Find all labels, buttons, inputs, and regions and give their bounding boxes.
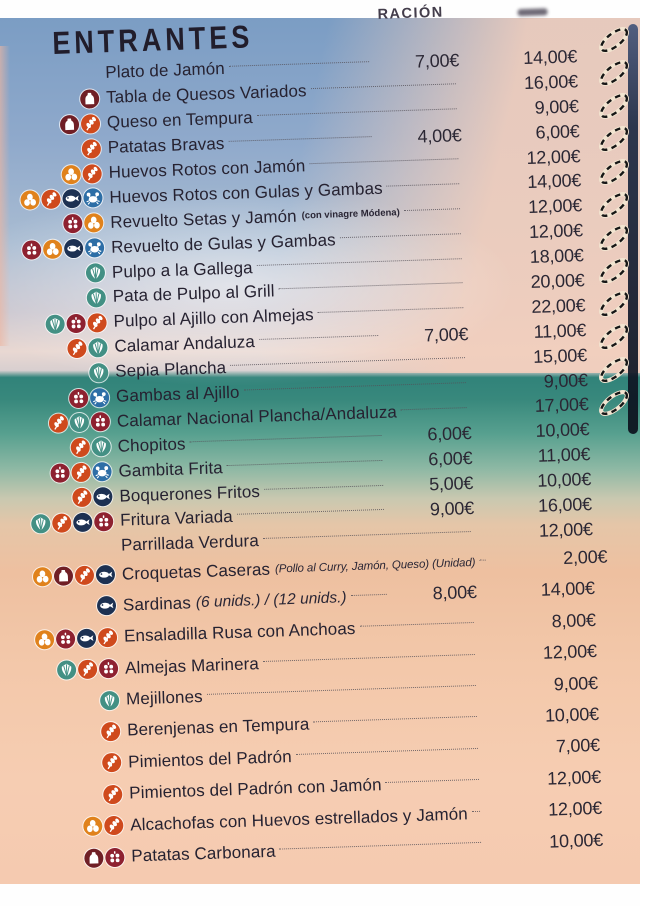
full-portion-price: 11,00€	[537, 444, 591, 466]
item-name: Plato de Jamón	[105, 59, 226, 83]
gluten-icon	[70, 438, 90, 458]
dotted-leader	[401, 407, 467, 410]
full-portion-price: 16,00€	[537, 493, 593, 516]
sulfites-icon	[50, 464, 70, 484]
dotted-leader	[359, 622, 473, 627]
gluten-icon	[75, 566, 95, 586]
item-name: Revuelto Setas y Jamón	[109, 206, 297, 232]
item-name: Sardinas	[122, 593, 192, 615]
gluten-icon	[98, 628, 118, 648]
full-portion-price: 10,00€	[536, 469, 592, 491]
dotted-leader	[190, 435, 382, 442]
dotted-leader	[309, 158, 458, 164]
full-portion-price: 7,00€	[555, 735, 601, 757]
item-name: Huevos Rotos con Gulas y Gambas	[109, 178, 383, 207]
dotted-leader	[237, 509, 384, 515]
item-note: (6 unids.) / (12 unids.)	[195, 589, 347, 612]
item-name: Berenjenas en Tempura	[126, 714, 310, 740]
allergen-icons	[21, 412, 118, 434]
allergen-icons	[20, 387, 117, 409]
menu-items	[9, 45, 608, 875]
half-portion-price: 9,00€	[429, 497, 475, 520]
item-name: Pimientos del Padrón	[127, 746, 293, 772]
full-portion-price: 10,00€	[544, 703, 600, 726]
full-portion-price: 10,00€	[548, 829, 604, 852]
fish-icon	[64, 239, 84, 259]
gluten-icon	[82, 139, 102, 159]
gluten-icon	[49, 414, 69, 434]
gluten-icon	[103, 784, 123, 804]
mollusc-icon	[91, 437, 111, 457]
allergen-icons	[35, 847, 132, 869]
item-name: Almejas Marinera	[124, 653, 260, 678]
full-portion-price: 14,00€	[527, 170, 582, 193]
half-portion-price: 7,00€	[414, 50, 460, 72]
egg-icon	[61, 164, 81, 184]
item-name: Tabla de Quesos Variados	[105, 81, 307, 108]
gluten-icon	[52, 513, 72, 533]
full-portion-price: 10,00€	[535, 419, 590, 442]
full-portion-price: 14,00€	[522, 46, 578, 68]
dotted-leader	[386, 779, 479, 783]
mollusc-icon	[100, 690, 120, 710]
dotted-leader	[207, 685, 476, 695]
mollusc-icon	[57, 660, 77, 680]
full-portion-price: 12,00€	[527, 195, 583, 218]
allergen-icons	[25, 546, 121, 549]
dotted-leader	[279, 283, 463, 290]
dotted-leader	[350, 594, 386, 596]
sulfites-icon	[99, 659, 119, 679]
allergen-icons	[17, 288, 114, 310]
item-name: Croquetas Caseras	[121, 559, 271, 584]
half-portion-price: 6,00€	[427, 423, 472, 445]
allergen-icons	[13, 188, 110, 210]
fish-icon	[96, 565, 116, 585]
item-name: Pimientos del Padrón con Jamón	[128, 775, 382, 803]
dotted-leader	[263, 531, 471, 539]
item-name: Pulpo a la Gallega	[111, 257, 253, 282]
allergen-icons	[26, 565, 123, 587]
dotted-leader	[313, 716, 477, 722]
item-name: Revuelto de Gulas y Gambas	[110, 230, 336, 257]
item-name: Sepia Plancha	[114, 358, 227, 381]
full-portion-price: 9,00€	[534, 95, 580, 118]
sulfites-icon	[22, 240, 42, 260]
mollusc-icon	[89, 363, 109, 383]
dotted-leader	[280, 842, 482, 850]
item-name: Mejillones	[125, 687, 203, 709]
half-portion-price: 6,00€	[427, 448, 473, 470]
full-portion-price: 12,00€	[546, 766, 602, 789]
fish-icon	[97, 596, 117, 616]
egg-icon	[20, 191, 40, 211]
allergen-icons	[32, 753, 129, 775]
dotted-leader	[257, 108, 457, 116]
item-name: Calamar Andaluza	[114, 332, 256, 356]
mollusc-icon	[88, 338, 108, 358]
egg-icon	[43, 240, 63, 260]
fish-icon	[77, 628, 97, 648]
allergen-icons	[18, 337, 115, 359]
allergen-icons	[31, 722, 128, 744]
item-name: Huevos Rotos con Jamón	[108, 156, 306, 182]
full-portion-price: 17,00€	[534, 394, 589, 417]
gluten-icon	[72, 488, 92, 508]
allergen-icons	[27, 596, 124, 618]
item-name: Calamar Nacional Plancha/Andaluza	[116, 402, 398, 431]
mollusc-icon	[86, 263, 106, 283]
allergen-icons	[12, 138, 109, 160]
full-portion-price: 12,00€	[547, 797, 603, 820]
dairy-icon	[60, 115, 80, 135]
allergen-icons	[22, 462, 119, 484]
full-portion-price: 20,00€	[530, 270, 585, 292]
allergen-icons	[19, 362, 116, 384]
section-title: ENTRANTES	[51, 18, 254, 62]
full-portion-price: 9,00€	[553, 672, 599, 694]
gluten-icon	[81, 114, 101, 134]
full-portion-price: 12,00€	[542, 641, 598, 663]
gluten-icon	[78, 660, 98, 680]
mollusc-icon	[70, 413, 90, 433]
allergen-icons	[24, 512, 121, 534]
crustacean-icon	[90, 387, 110, 407]
dairy-icon	[84, 848, 104, 868]
item-name: Parrillada Verdura	[120, 531, 260, 556]
dotted-leader	[387, 183, 460, 186]
dotted-leader	[264, 485, 383, 490]
dotted-leader	[340, 233, 461, 238]
full-portion-price: 12,00€	[538, 518, 594, 541]
fish-icon	[93, 487, 113, 507]
dotted-leader	[230, 357, 465, 366]
gluten-icon	[82, 164, 102, 184]
allergen-icons	[16, 263, 113, 285]
half-portion-price: 7,00€	[423, 323, 469, 346]
item-name: Queso en Tempura	[106, 108, 254, 133]
gluten-icon	[71, 463, 91, 483]
half-portion-price: 5,00€	[428, 473, 474, 495]
gluten-icon	[41, 190, 61, 210]
item-name: Ensaladilla Rusa con Anchoas	[123, 619, 356, 646]
mollusc-icon	[31, 514, 51, 534]
dotted-leader	[228, 136, 371, 142]
gluten-icon	[87, 313, 107, 333]
item-name: Patatas Carbonara	[131, 841, 276, 866]
allergen-icons	[21, 437, 118, 459]
dotted-leader	[404, 208, 460, 211]
full-portion-price: 8,00€	[551, 609, 597, 632]
gluten-icon	[102, 753, 122, 773]
item-note: (Pollo al Curry, Jamón, Queso) (Unidad)	[274, 556, 476, 576]
dairy-icon	[54, 566, 74, 586]
dotted-leader	[296, 748, 478, 755]
gluten-icon	[67, 338, 87, 358]
full-portion-price: 15,00€	[532, 344, 588, 367]
allergen-icons	[10, 89, 107, 111]
racion-column-header: RACIÓN	[377, 4, 445, 23]
full-portion-price: 11,00€	[533, 319, 587, 342]
sulfites-icon	[56, 629, 76, 649]
crustacean-icon	[83, 188, 103, 208]
allergen-icons	[23, 487, 120, 509]
item-name: Fritura Variada	[119, 507, 234, 531]
full-portion-price: 12,00€	[526, 145, 581, 168]
dairy-icon	[80, 89, 100, 109]
sulfites-icon	[66, 314, 86, 334]
item-name: Chopitos	[117, 434, 186, 456]
item-name: Gambas al Ajillo	[115, 382, 240, 406]
crustacean-icon	[85, 238, 105, 258]
allergen-icons	[34, 816, 131, 838]
allergen-icons	[9, 73, 105, 76]
item-name: Gambita Frita	[118, 457, 224, 481]
sulfites-icon	[105, 847, 125, 867]
half-portion-price: 8,00€	[432, 582, 478, 604]
mollusc-icon	[86, 288, 106, 308]
full-portion-price: 9,00€	[543, 369, 589, 392]
dotted-leader	[257, 258, 462, 266]
dotted-leader	[479, 559, 485, 560]
sulfites-icon	[91, 412, 111, 432]
allergen-icons	[12, 163, 109, 185]
allergen-icons	[14, 213, 111, 235]
item-name: Patatas Bravas	[107, 134, 225, 157]
item-name: Pata de Pulpo al Grill	[112, 281, 275, 307]
gluten-icon	[101, 722, 121, 742]
menu-content	[0, 4, 654, 895]
allergen-icons	[17, 313, 114, 335]
dotted-leader	[263, 654, 475, 662]
item-note: (con vinagre Módena)	[301, 207, 400, 222]
dotted-leader	[229, 62, 369, 68]
egg-icon	[84, 213, 104, 233]
full-portion-price: 18,00€	[529, 245, 584, 267]
fish-icon	[73, 513, 93, 533]
dotted-leader	[472, 811, 480, 812]
crustacean-icon	[92, 462, 112, 482]
dotted-leader	[318, 308, 464, 314]
allergen-icons	[30, 690, 127, 712]
allergen-icons	[15, 238, 112, 260]
fish-icon	[62, 189, 82, 209]
half-portion-price: 4,00€	[417, 124, 462, 147]
dotted-leader	[227, 460, 383, 466]
mollusc-icon	[45, 314, 65, 334]
full-portion-price: 14,00€	[540, 578, 596, 601]
full-portion-price: 22,00€	[531, 294, 586, 317]
dotted-leader	[243, 382, 465, 390]
sulfites-icon	[69, 388, 89, 408]
allergen-icons	[11, 114, 108, 136]
allergen-icons	[28, 627, 125, 649]
item-name: Alcachofas con Huevos estrellados y Jamón	[129, 803, 469, 835]
full-portion-price: 16,00€	[523, 71, 579, 93]
gluten-icon	[104, 816, 124, 836]
menu-page	[0, 4, 640, 884]
allergen-icons	[33, 784, 130, 806]
dotted-leader	[311, 84, 456, 90]
egg-icon	[83, 817, 103, 837]
spiral-binding	[578, 14, 642, 454]
allergen-icons	[29, 659, 126, 681]
sulfites-icon	[94, 512, 114, 532]
full-portion-price: 2,00€	[562, 546, 608, 568]
egg-icon	[33, 567, 53, 587]
clipped-header-smudge	[517, 8, 547, 16]
item-name: Boquerones Fritos	[119, 481, 261, 506]
dotted-leader	[259, 335, 378, 340]
egg-icon	[35, 630, 55, 650]
sulfites-icon	[63, 214, 83, 234]
full-portion-price: 12,00€	[528, 220, 584, 243]
item-name: Pulpo al Ajillo con Almejas	[113, 305, 315, 332]
full-portion-price: 6,00€	[535, 120, 580, 143]
